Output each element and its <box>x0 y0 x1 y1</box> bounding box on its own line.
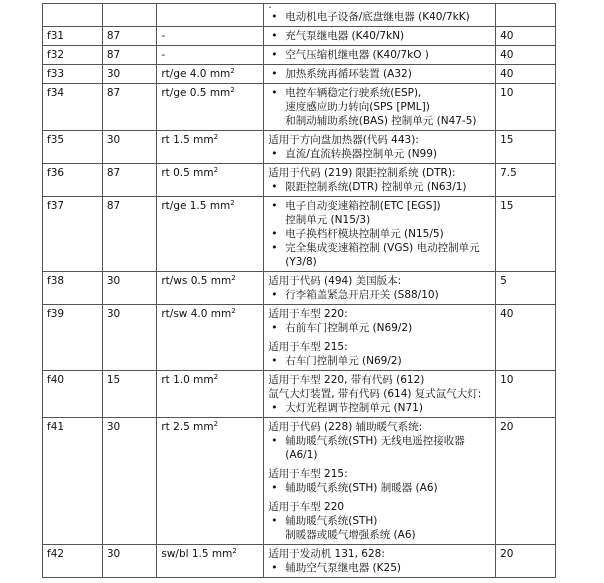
bullet-item: • 大灯光程调节控制单元 (N71) <box>268 401 492 415</box>
table-row <box>43 545 556 578</box>
applicability-note: 适用于代码 (219) 限距控制系统 (DTR): <box>268 167 456 179</box>
fuse-number-cell: f41 <box>43 418 103 545</box>
terminal-cell: 30 <box>102 272 157 305</box>
bullet-item: • 加热系统再循环装置 (A32) <box>268 67 492 81</box>
applicability-note: 适用于车型 215: <box>268 341 348 353</box>
description-cell <box>264 164 496 197</box>
wire-spec-text: rt 1.0 mm <box>161 374 214 386</box>
wire-spec-cell <box>157 46 264 65</box>
wire-unit-exponent: 2 <box>213 420 219 428</box>
bullet-continuation: (Y3/8) <box>285 256 317 268</box>
description-cell <box>264 4 496 27</box>
bullet-item: • 完全集成变速箱控制 (VGS) 电动控制单元 <box>268 241 492 255</box>
amperage-cell: 40 <box>496 305 556 371</box>
wire-spec-cell <box>157 27 264 46</box>
wire-spec-text: rt 1.5 mm <box>161 134 214 146</box>
applicability-note: 适用于车型 220, 带有代码 (612) <box>268 374 425 386</box>
applicability-note: 适用于车型 220: <box>268 308 348 320</box>
terminal-cell: 87 <box>102 84 157 131</box>
fuse-table-body <box>43 4 556 578</box>
fuse-number-cell: f39 <box>43 305 103 371</box>
terminal-cell: 30 <box>102 65 157 84</box>
wire-spec-text: - <box>161 30 166 42</box>
bullet-item: • 右前车门控制单元 (N69/2) <box>268 321 492 335</box>
table-row <box>43 84 556 131</box>
terminal-cell <box>102 4 157 27</box>
wire-spec-cell <box>157 197 264 272</box>
cut-off-line: · <box>268 2 272 14</box>
amperage-cell: 40 <box>496 65 556 84</box>
amperage-cell: 20 <box>496 545 556 578</box>
applicability-note: 适用于车型 220 <box>268 501 345 513</box>
terminal-cell: 87 <box>102 46 157 65</box>
wire-spec-text: rt 0.5 mm <box>161 167 214 179</box>
table-row <box>43 305 556 371</box>
wire-unit-exponent: 2 <box>230 86 235 94</box>
terminal-cell: 15 <box>102 371 157 418</box>
amperage-cell: 5 <box>496 272 556 305</box>
wire-spec-cell <box>157 371 264 418</box>
wire-spec-cell <box>157 418 264 545</box>
applicability-note: 适用于代码 (494) 美国版本: <box>268 275 402 287</box>
description-cell <box>264 545 496 578</box>
wire-spec-cell <box>157 84 264 131</box>
bullet-item: • 空气压缩机继电器 (K40/7kO ) <box>268 48 492 62</box>
amperage-cell: 15 <box>496 131 556 164</box>
amperage-cell: 20 <box>496 418 556 545</box>
fuse-number-cell: f40 <box>43 371 103 418</box>
wire-spec-text: sw/bl 1.5 mm <box>161 548 233 560</box>
description-cell <box>264 418 496 545</box>
wire-unit-exponent: 2 <box>232 547 237 555</box>
fuse-table <box>42 3 556 578</box>
wire-unit-exponent: 2 <box>231 274 236 282</box>
table-row <box>43 371 556 418</box>
wire-spec-text: rt/ws 0.5 mm <box>161 275 232 287</box>
wire-unit-exponent: 2 <box>231 307 236 315</box>
fuse-number-cell: f35 <box>43 131 103 164</box>
bullet-item: • 辅助暖气系统(STH) <box>268 514 492 528</box>
bullet-continuation: 和制动辅助系统(BAS) 控制单元 (N47-5) <box>285 115 477 127</box>
wire-spec-text: - <box>161 49 166 61</box>
amperage-cell: 10 <box>496 371 556 418</box>
table-row <box>43 46 556 65</box>
wire-spec-text: rt/ge 4.0 mm <box>161 68 231 80</box>
terminal-cell: 87 <box>102 164 157 197</box>
wire-spec-cell <box>157 65 264 84</box>
wire-spec-cell <box>157 272 264 305</box>
description-cell <box>264 46 496 65</box>
applicability-note: 适用于代码 (228) 辅助暖气系统: <box>268 421 423 433</box>
table-row <box>43 272 556 305</box>
wire-spec-cell <box>157 4 264 27</box>
wire-spec-cell <box>157 305 264 371</box>
wire-spec-text: rt/sw 4.0 mm <box>161 308 232 320</box>
fuse-number-cell: f38 <box>43 272 103 305</box>
terminal-cell: 87 <box>102 27 157 46</box>
description-cell <box>264 272 496 305</box>
description-cell <box>264 197 496 272</box>
table-row <box>43 65 556 84</box>
fuse-number-cell: f32 <box>43 46 103 65</box>
wire-unit-exponent: 2 <box>213 373 219 381</box>
wire-spec-cell <box>157 131 264 164</box>
fuse-number-cell: f34 <box>43 84 103 131</box>
terminal-cell: 30 <box>102 545 157 578</box>
description-cell <box>264 305 496 371</box>
applicability-note: 适用于方向盘加热器(代码 443): <box>268 134 419 146</box>
applicability-note: 氙气大灯装置, 带有代码 (614) 复式氙气大灯: <box>268 388 482 400</box>
bullet-item: • 行李箱盖紧急开启开关 (S88/10) <box>268 288 492 302</box>
table-row <box>43 418 556 545</box>
bullet-item: • 辅助暖气系统(STH) 制暖器 (A6) <box>268 481 492 495</box>
wire-spec-text: rt 2.5 mm <box>161 421 214 433</box>
bullet-item: • 限距控制系统(DTR) 控制单元 (N63/1) <box>268 180 492 194</box>
fuse-number-cell <box>43 4 103 27</box>
bullet-continuation: 制暖器或暖气增强系统 (A6) <box>285 529 416 541</box>
fuse-number-cell: f31 <box>43 27 103 46</box>
amperage-cell <box>496 4 556 27</box>
description-cell <box>264 27 496 46</box>
amperage-cell: 40 <box>496 27 556 46</box>
wire-spec-cell <box>157 545 264 578</box>
bullet-item: • 直流/直流转换器控制单元 (N99) <box>268 147 492 161</box>
bullet-continuation: (A6/1) <box>285 449 318 461</box>
amperage-cell: 7.5 <box>496 164 556 197</box>
bullet-item: • 右车门控制单元 (N69/2) <box>268 354 492 368</box>
table-row <box>43 131 556 164</box>
terminal-cell: 30 <box>102 131 157 164</box>
bullet-item: • 辅助暖气系统(STH) 无线电遥控接收器 <box>268 434 492 448</box>
amperage-cell: 40 <box>496 46 556 65</box>
bullet-continuation: 控制单元 (N15/3) <box>285 214 371 226</box>
description-cell <box>264 65 496 84</box>
description-cell <box>264 84 496 131</box>
bullet-item: • 电动机电子设备/底盘继电器 (K40/7kK) <box>268 10 492 24</box>
amperage-cell: 10 <box>496 84 556 131</box>
fuse-number-cell: f37 <box>43 197 103 272</box>
fuse-number-cell: f42 <box>43 545 103 578</box>
amperage-cell: 15 <box>496 197 556 272</box>
applicability-note: 适用于车型 215: <box>268 468 348 480</box>
terminal-cell: 30 <box>102 418 157 545</box>
wire-unit-exponent: 2 <box>213 133 219 141</box>
terminal-cell: 87 <box>102 197 157 272</box>
table-row <box>43 197 556 272</box>
wire-spec-text: rt/ge 0.5 mm <box>161 87 231 99</box>
wire-spec-text: rt/ge 1.5 mm <box>161 200 231 212</box>
fuse-number-cell: f33 <box>43 65 103 84</box>
applicability-note: 适用于发动机 131, 628: <box>268 548 385 560</box>
wire-spec-cell <box>157 164 264 197</box>
description-cell <box>264 371 496 418</box>
terminal-cell: 30 <box>102 305 157 371</box>
wire-unit-exponent: 2 <box>213 166 219 174</box>
bullet-item: • 电控车辆稳定行驶系统(ESP), <box>268 86 492 100</box>
bullet-item: • 充气泵继电器 (K40/7kN) <box>268 29 492 43</box>
wire-unit-exponent: 2 <box>230 67 235 75</box>
description-cell <box>264 131 496 164</box>
table-row <box>43 164 556 197</box>
bullet-item: • 辅助空气泵继电器 (K25) <box>268 561 492 575</box>
wire-unit-exponent: 2 <box>230 199 235 207</box>
bullet-continuation: 速度感应助力转向(SPS [PML]) <box>285 101 430 113</box>
table-row <box>43 4 556 27</box>
table-row <box>43 27 556 46</box>
fuse-number-cell: f36 <box>43 164 103 197</box>
bullet-item: • 电子自动变速箱控制(ETC [EGS]) <box>268 199 492 213</box>
bullet-item: • 电子换档杆模块控制单元 (N15/5) <box>268 227 492 241</box>
